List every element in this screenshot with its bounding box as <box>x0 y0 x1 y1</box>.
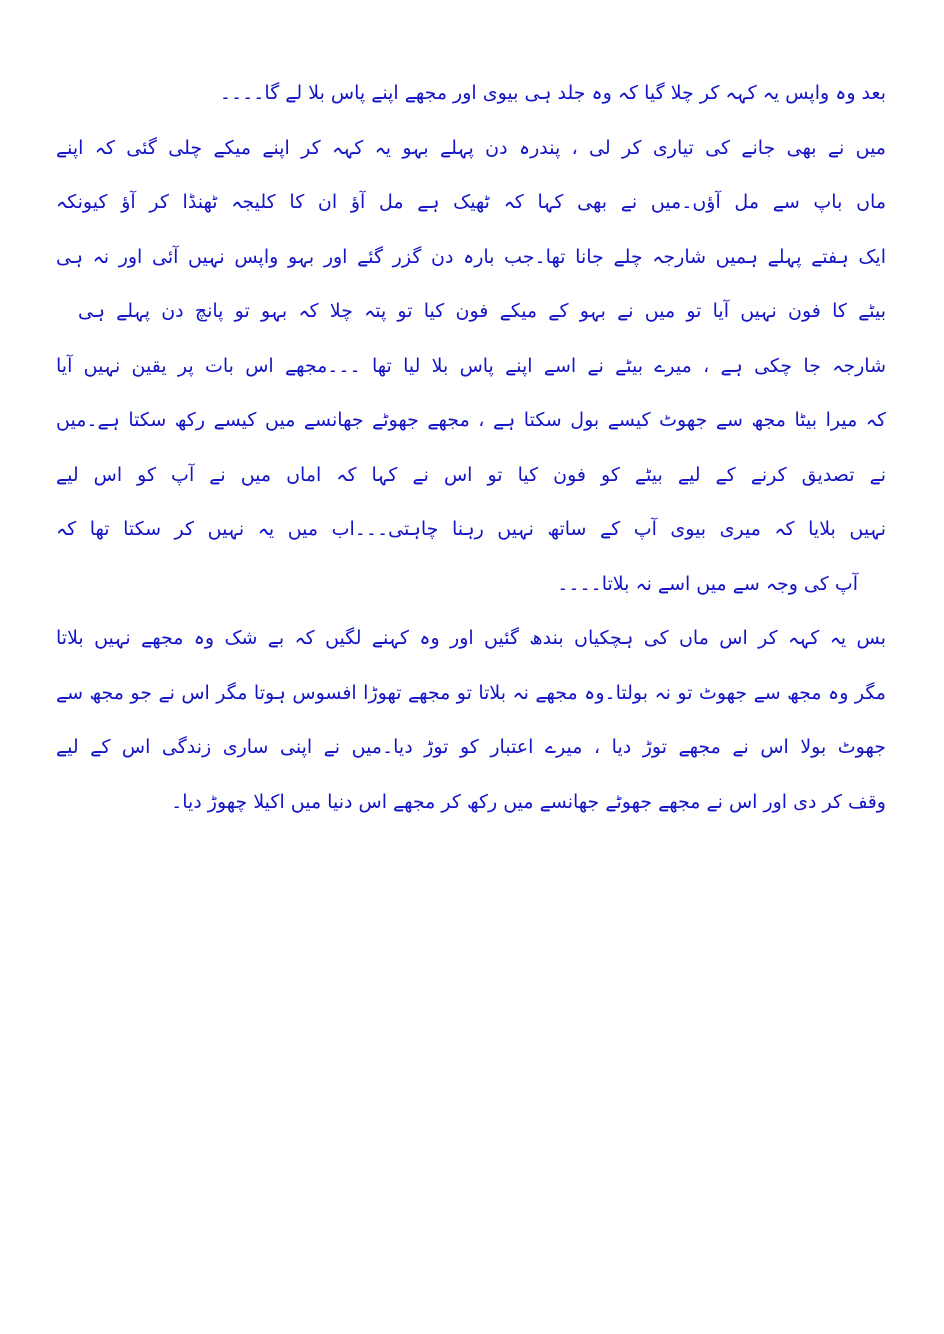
text-line: آپ کی وجہ سے میں اسے نہ بلاتا۔۔۔۔ <box>557 572 858 595</box>
urdu-text-block <box>56 66 886 829</box>
text-line: جھوٹ بولا اس نے مجھے توڑ دیا ، میرے اعتبار کو توڑ دیا۔میں نے اپنی ساری زندگی اس کے لیے <box>56 736 886 758</box>
text-line: میں نے بھی جانے کی تیاری کر لی ، پندرہ دن پہلے بہو یہ کہہ کر اپنے میکے چلی گئی کہ اپنے <box>56 136 886 159</box>
text-line: کہ میرا بیٹا مجھ سے جھوٹ کیسے بول سکتا ہے ، مجھے جھوٹے جھانسے میں کیسے رکھ سکتا ہے۔میں <box>56 409 886 431</box>
text-line: نہیں بلایا کہ میری بیوی آپ کے ساتھ نہیں رہنا چاہتی۔۔۔اب میں یہ نہیں کر سکتا تھا کہ <box>56 518 886 540</box>
text-line: بیٹے کا فون نہیں آیا تو میں نے بہو کے میکے فون کیا تو پتہ چلا کہ بہو تو پانچ دن پہلے ہی <box>78 300 886 322</box>
text-line: بعد وہ واپس یہ کہہ کر چلا گیا کہ وہ جلد ہی بیوی اور مجھے اپنے پاس بلا لے گا۔۔۔۔ <box>219 82 886 104</box>
text-line: بس یہ کہہ کر اس ماں کی ہچکیاں بندھ گئیں اور وہ کہنے لگیں کہ بے شک وہ مجھے نہیں بلاتا <box>56 627 886 649</box>
text-line: ماں باپ سے مل آؤں۔میں نے بھی کہا کہ ٹھیک ہے مل آؤ ان کا کلیجہ ٹھنڈا کر آؤ کیونکہ <box>56 191 886 213</box>
text-line: نے تصدیق کرنے کے لیے بیٹے کو فون کیا تو اس نے کہا کہ اماں میں نے آپ کو اس لیے <box>56 463 886 486</box>
text-line: ایک ہفتے پہلے ہمیں شارجہ چلے جانا تھا۔جب بارہ دن گزر گئے اور بہو واپس نہیں آئی اور نہ ہی <box>56 245 886 268</box>
text-line: وقف کر دی اور اس نے مجھے جھوٹے جھانسے میں رکھ کر مجھے اس دنیا میں اکیلا چھوڑ دیا۔ <box>171 790 886 813</box>
text-line: مگر وہ مجھ سے جھوٹ تو نہ بولتا۔وہ مجھے نہ بلاتا تو مجھے تھوڑا افسوس ہوتا مگر اس نے جو مجھ سے <box>56 681 886 704</box>
text-line: شارجہ جا چکی ہے ، میرے بیٹے نے اسے اپنے پاس بلا لیا تھا ۔۔۔مجھے اس بات پر یقین نہیں آیا <box>56 354 886 377</box>
